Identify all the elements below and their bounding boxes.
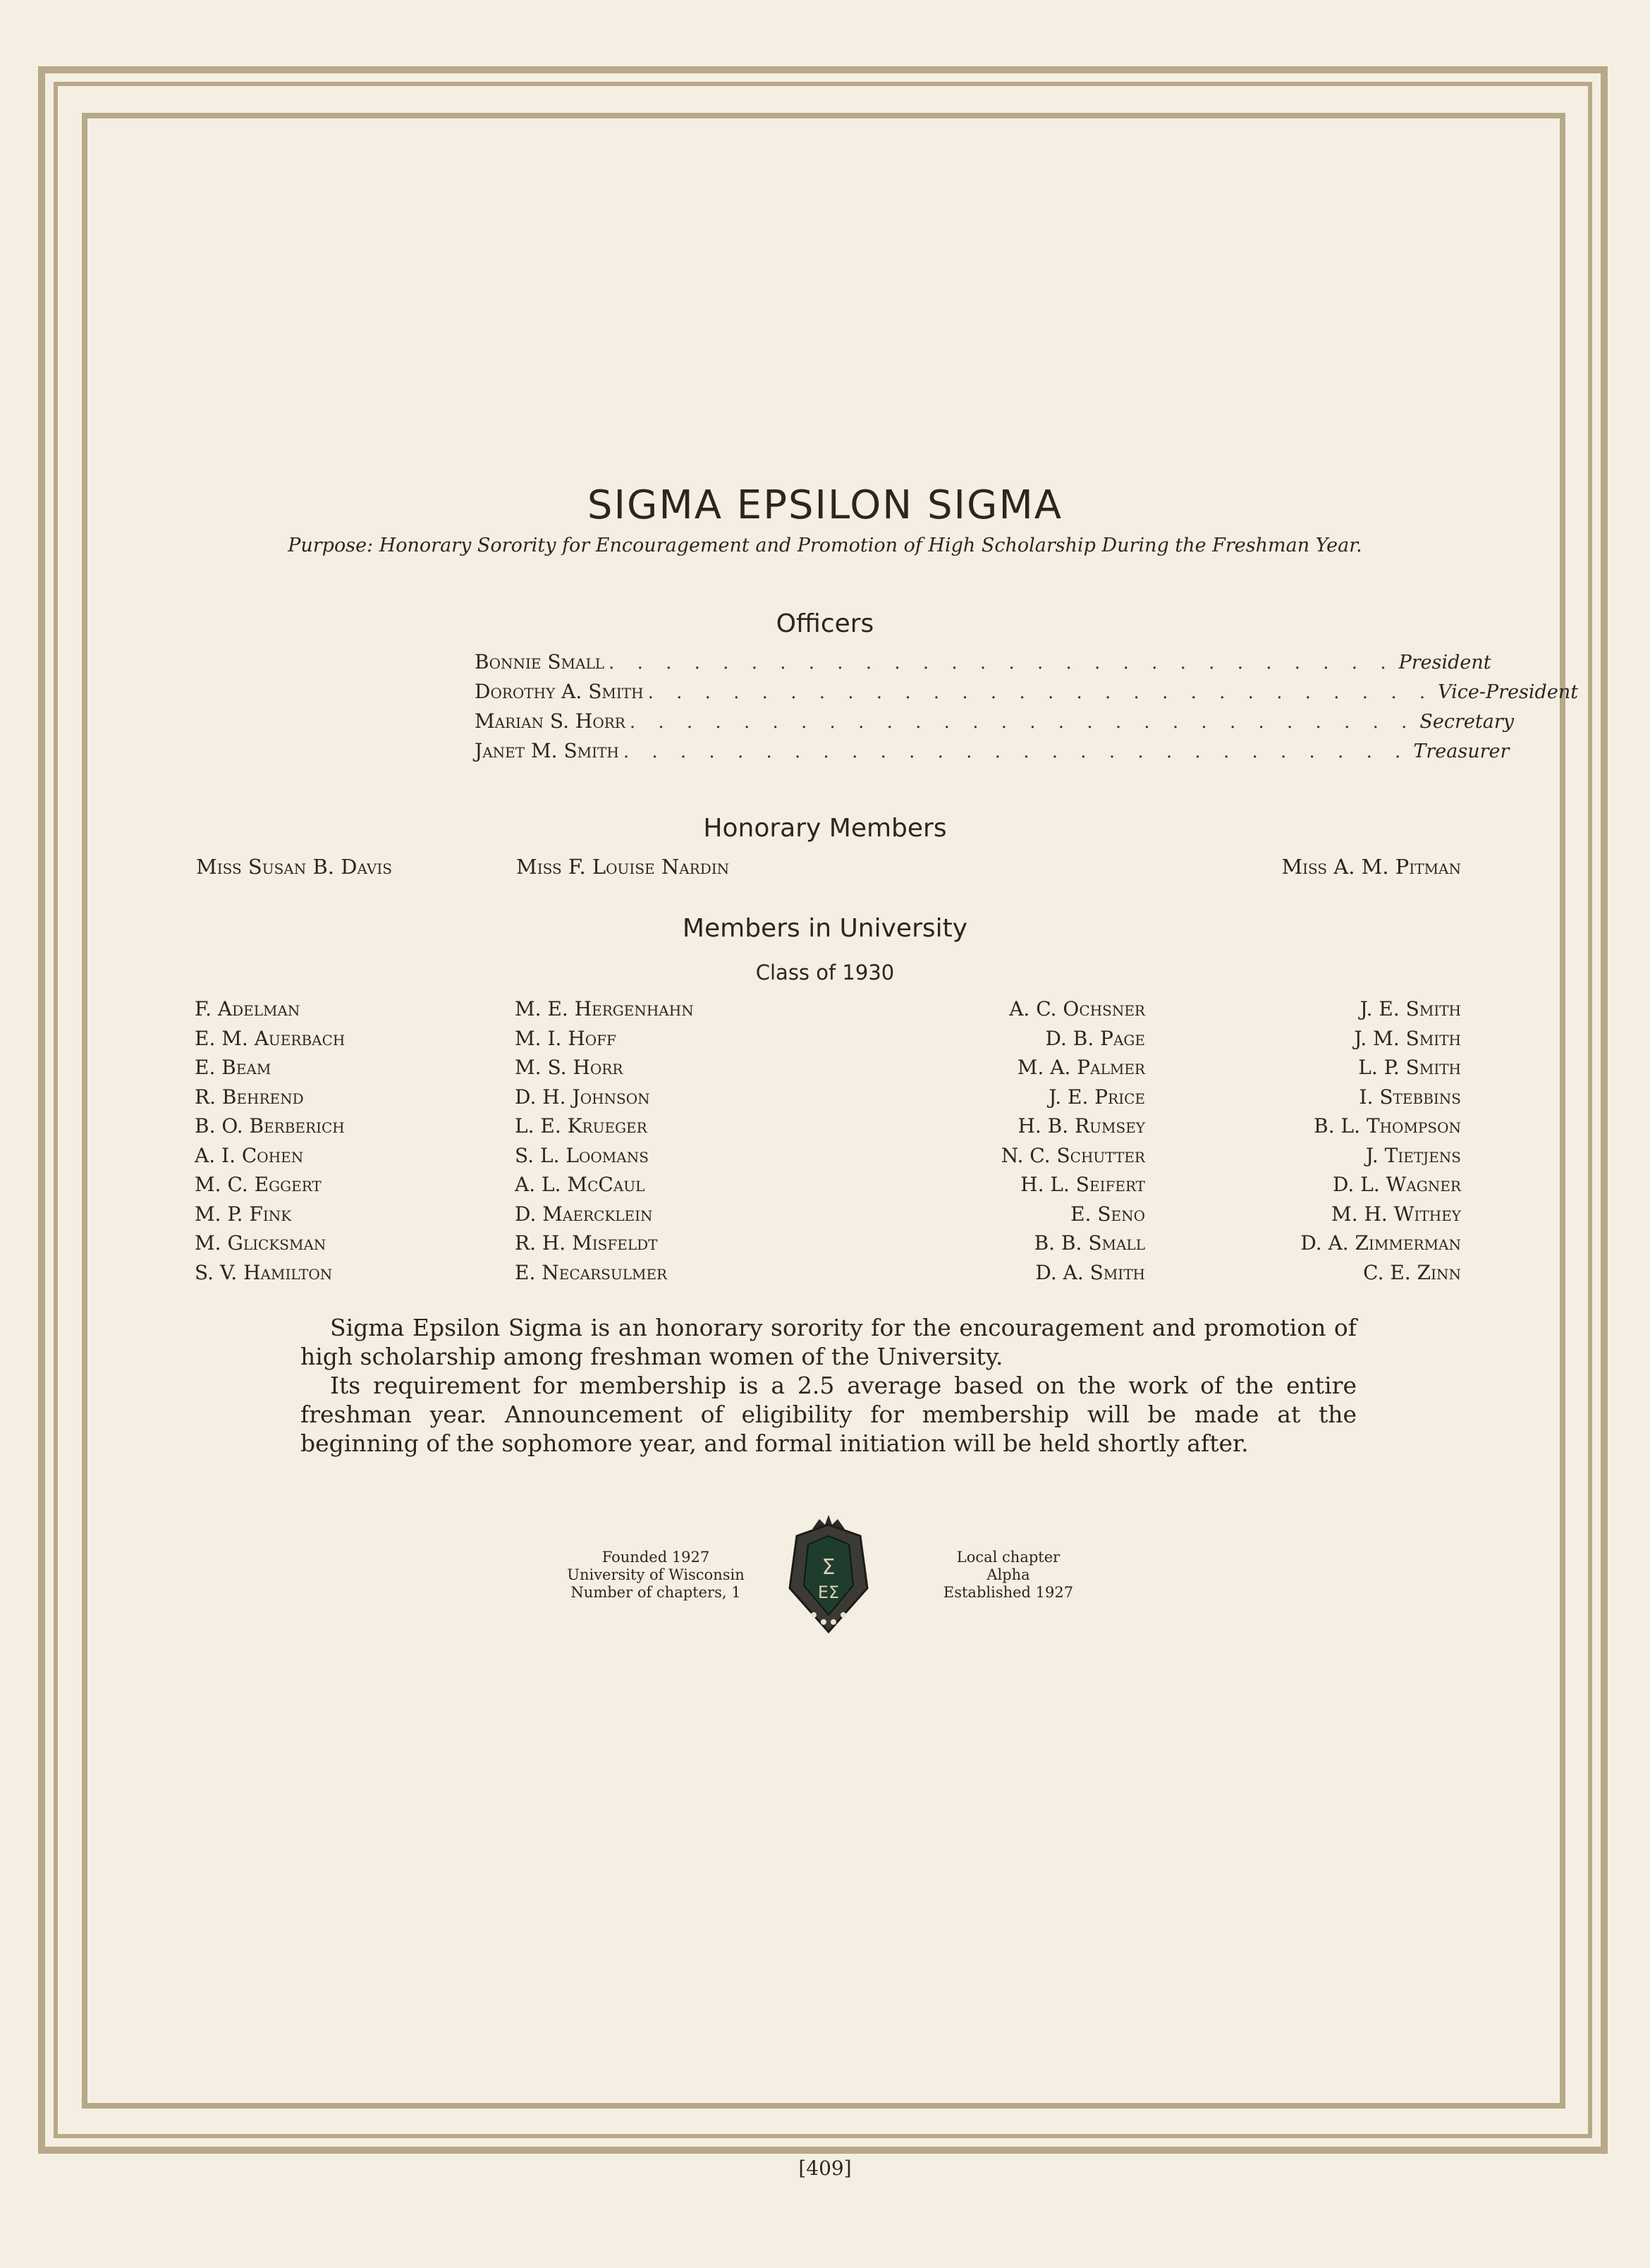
member-name: J. E. Price: [1049, 1085, 1145, 1109]
officer-title: Secretary: [1419, 711, 1514, 733]
member-name: L. E. Krueger: [515, 1114, 647, 1138]
member-name: J. E. Smith: [1359, 997, 1461, 1020]
class-label: Class of 1930: [755, 961, 895, 984]
purpose-line: Purpose: Honorary Sorority for Encouragement and Promotion of High Scholarship During the Freshman Year.: [288, 535, 1362, 556]
member-name: E. Necarsulmer: [515, 1260, 668, 1284]
member-name: M. P. Fink: [195, 1202, 292, 1226]
member-name: I. Stebbins: [1359, 1085, 1461, 1109]
member-name: M. E. Hergenhahn: [515, 997, 694, 1020]
crest-letters-bottom: ΕΣ: [817, 1583, 840, 1602]
members-column-4: [1300, 994, 1461, 1287]
officer-name: Janet M. Smith: [475, 739, 619, 762]
member-name: S. L. Loomans: [515, 1143, 649, 1167]
officer-row: [475, 739, 1510, 769]
member-name: E. M. Auerbach: [195, 1026, 346, 1050]
chapter-info: [896, 1549, 1121, 1602]
sorority-crest-icon: [784, 1509, 873, 1636]
officer-name: Dorothy A. Smith: [475, 680, 644, 703]
member-name: C. E. Zinn: [1363, 1260, 1461, 1284]
member-name: M. I. Hoff: [515, 1026, 616, 1050]
chapter-line: Established 1927: [943, 1584, 1074, 1601]
member-name: D. A. Zimmerman: [1300, 1231, 1461, 1255]
honorary-member: Miss Susan B. Davis: [196, 855, 392, 879]
honorary-member: Miss A. M. Pitman: [1281, 855, 1461, 879]
chapter-line: Local chapter: [956, 1549, 1061, 1566]
leader-dots: . . . . . . . . . . . . . . . . . . . . . . . . . . . .: [623, 741, 1410, 762]
officers-heading: Officers: [776, 609, 874, 638]
leader-dots: . . . . . . . . . . . . . . . . . . . . . . . . . . . .: [647, 682, 1434, 703]
member-name: S. V. Hamilton: [195, 1260, 333, 1284]
member-name: R. Behrend: [195, 1085, 304, 1109]
members-column-2: [515, 994, 694, 1287]
members-column-1: [195, 994, 345, 1287]
member-name: D. H. Johnson: [515, 1085, 650, 1109]
honorary-member: Miss F. Louise Nardin: [516, 855, 730, 879]
founding-line: University of Wisconsin: [567, 1566, 745, 1583]
officer-title: Treasurer: [1413, 740, 1510, 762]
officer-name: Marian S. Horr: [475, 709, 625, 733]
member-name: M. C. Eggert: [195, 1173, 322, 1196]
member-name: H. L. Seifert: [1020, 1173, 1145, 1196]
officer-title: Vice-President: [1438, 681, 1579, 703]
member-name: D. Maercklein: [515, 1202, 653, 1226]
member-name: F. Adelman: [195, 997, 300, 1020]
leader-dots: . . . . . . . . . . . . . . . . . . . . . . . . . . . .: [629, 712, 1416, 733]
description: [300, 1313, 1357, 1458]
member-name: J. M. Smith: [1354, 1026, 1461, 1050]
member-name: M. A. Palmer: [1017, 1056, 1145, 1079]
member-name: E. Seno: [1070, 1202, 1145, 1226]
member-name: N. C. Schutter: [1001, 1143, 1145, 1167]
member-name: A. C. Ochsner: [1009, 997, 1145, 1020]
officers-list: [475, 650, 1579, 769]
member-name: M. Glicksman: [195, 1231, 326, 1255]
officer-name: Bonnie Small: [475, 650, 605, 673]
member-name: A. I. Cohen: [195, 1143, 304, 1167]
member-name: D. L. Wagner: [1332, 1173, 1461, 1196]
officer-row: [475, 680, 1579, 709]
description-paragraph-1: Sigma Epsilon Sigma is an honorary sorority for the encouragement and promotion of high scholarship among freshman women of the University.: [300, 1314, 1357, 1370]
officer-row: [475, 650, 1491, 680]
member-name: J. Tietjens: [1365, 1143, 1461, 1167]
chapter-line: Alpha: [986, 1566, 1030, 1583]
officer-title: President: [1398, 652, 1491, 673]
members-column-3: [1001, 994, 1145, 1287]
member-name: B. O. Berberich: [195, 1114, 345, 1138]
page-title: SIGMA EPSILON SIGMA: [587, 482, 1063, 528]
honorary-heading: Honorary Members: [703, 814, 947, 843]
member-name: L. P. Smith: [1358, 1056, 1461, 1079]
member-name: A. L. McCaul: [515, 1173, 645, 1196]
page-number: [409]: [798, 2157, 852, 2180]
crest-letter-top: Σ: [821, 1555, 836, 1580]
founding-line: Founded 1927: [601, 1549, 710, 1566]
founding-info: [543, 1549, 769, 1602]
member-name: B. L. Thompson: [1314, 1114, 1461, 1138]
founding-line: Number of chapters, 1: [570, 1584, 741, 1601]
member-name: H. B. Rumsey: [1018, 1114, 1145, 1138]
member-name: D. A. Smith: [1035, 1260, 1145, 1284]
member-name: R. H. Misfeldt: [515, 1231, 658, 1255]
member-name: E. Beam: [195, 1056, 271, 1079]
members-heading: Members in University: [682, 914, 968, 943]
leader-dots: . . . . . . . . . . . . . . . . . . . . . . . . . . . .: [609, 652, 1395, 673]
description-paragraph-2: Its requirement for membership is a 2.5 average based on the work of the entire freshman year. Announcement of eligibility for membership will be made at the beginning of the sophomore year, and formal initiation will be held shortly after.: [300, 1372, 1357, 1457]
member-name: B. B. Small: [1034, 1231, 1145, 1255]
member-name: D. B. Page: [1045, 1026, 1145, 1050]
member-name: M. S. Horr: [515, 1056, 623, 1079]
officer-row: [475, 709, 1514, 739]
member-name: M. H. Withey: [1331, 1202, 1461, 1226]
